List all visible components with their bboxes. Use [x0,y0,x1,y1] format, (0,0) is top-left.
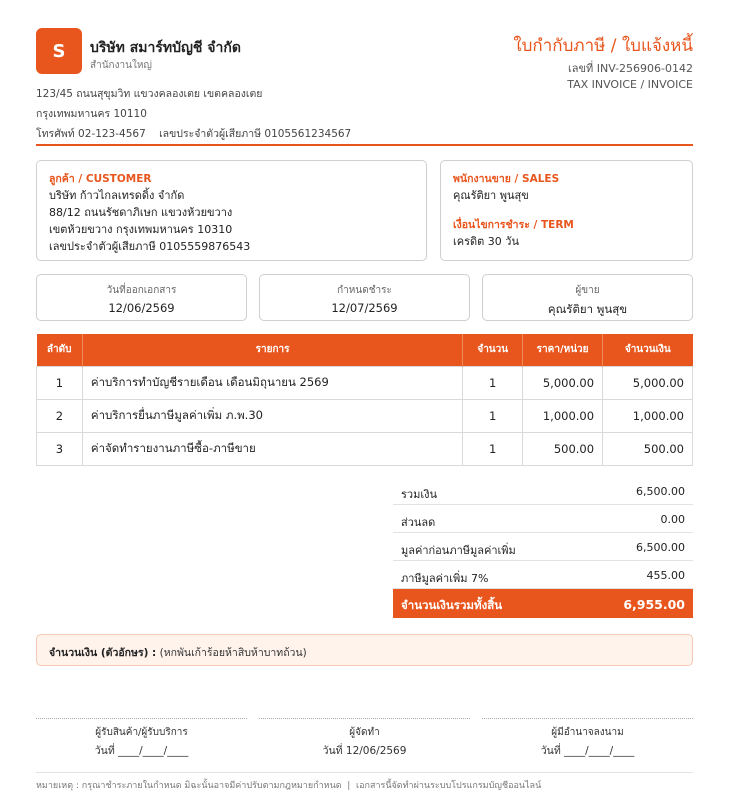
subtotal-label: รวมเงิน [401,488,437,501]
seller-label: ผู้ขาย [575,285,600,296]
signature-date: วันที่ 12/06/2569 [322,745,407,757]
pre-vat-value: 6,500.00 [636,541,685,554]
invoice-page [36,28,693,791]
document-type: TAX INVOICE / INVOICE [567,78,693,91]
sales-title: พนักงานขาย / SALES [453,173,560,185]
signature-label: ผู้มีอำนาจลงนาม [551,727,624,738]
customer-line: เลขประจำตัวผู้เสียภาษี 0105559876543 [49,240,251,253]
signature-label: ผู้จัดทำ [349,727,380,738]
col-qty-header: จำนวน [463,334,523,366]
sales-name: คุณรัติยา พูนสุข [453,189,529,202]
document-title: ใบกำกับภาษี / ใบแจ้งหนี้ [513,36,693,56]
sales-box [440,160,693,261]
company-logo: S [36,28,82,74]
grand-total-label: จำนวนเงินรวมทั้งสิ้น [401,598,503,612]
company-city-line: กรุงเทพมหานคร 10110 [36,108,147,120]
signature-line [259,718,470,719]
vat-row [393,561,693,589]
item-qty: 1 [463,366,523,399]
table-row [37,432,693,465]
item-no: 2 [37,399,83,432]
term-value: เครดิต 30 วัน [453,235,519,248]
issue-date-box [36,274,247,321]
item-amount: 500.00 [603,432,693,465]
signature-line [482,718,693,719]
totals-section [393,477,693,618]
discount-row [393,505,693,533]
seller-box [482,274,693,321]
item-amount: 1,000.00 [603,399,693,432]
item-no: 3 [37,432,83,465]
subtotal-value: 6,500.00 [636,485,685,498]
customer-box [36,160,427,261]
signature-date: วันที่ ____/____/____ [94,745,189,757]
signature-line [36,718,247,719]
item-qty: 1 [463,399,523,432]
customer-title: ลูกค้า / CUSTOMER [49,173,152,185]
signature-authorized [482,718,693,759]
company-address [36,84,351,144]
signature-date: วันที่ ____/____/____ [540,745,635,757]
amount-words-label: จำนวนเงิน (ตัวอักษร) : [49,647,157,659]
due-date-label: กำหนดชำระ [337,285,392,296]
item-amount: 5,000.00 [603,366,693,399]
col-desc-header: รายการ [82,334,462,366]
item-desc: ค่าบริการทำบัญชีรายเดือน เดือนมิถุนายน 2569 [82,366,462,399]
amount-in-words [36,634,693,666]
document-number: เลขที่ INV-256906-0142 [567,62,693,75]
pre-vat-row [393,533,693,561]
due-date-box [259,274,470,321]
pre-vat-label: มูลค่าก่อนภาษีมูลค่าเพิ่ม [401,544,516,557]
customer-line: บริษัท ก้าวไกลเทรดดิ้ง จำกัด [49,189,185,202]
table-header-row [37,334,693,366]
items-table [36,334,693,466]
signature-label: ผู้รับสินค้า/ผู้รับบริการ [95,727,188,738]
item-qty: 1 [463,432,523,465]
signature-receiver [36,718,247,759]
due-date-value: 12/07/2569 [331,301,398,315]
company-contact-line: โทรศัพท์ 02-123-4567 เลขประจำตัวผู้เสียภาษี 0105561234567 [36,128,352,140]
col-price-header: ราคา/หน่วย [523,334,603,366]
table-row [37,366,693,399]
issue-date-value: 12/06/2569 [108,301,175,315]
item-desc: ค่าบริการยื่นภาษีมูลค่าเพิ่ม ภ.พ.30 [82,399,462,432]
seller-value: คุณรัติยา พูนสุข [547,302,628,316]
company-name: บริษัท สมาร์ทบัญชี จำกัด [90,40,241,56]
invoice-header [36,28,693,146]
customer-line: เขตห้วยขวาง กรุงเทพมหานคร 10310 [49,223,233,236]
grand-total-value: 6,955.00 [623,597,685,612]
discount-label: ส่วนลด [401,516,436,529]
company-address-line: 123/45 ถนนสุขุมวิท แขวงคลองเตย เขตคลองเตย [36,88,263,100]
company-branch: สำนักงานใหญ่ [90,60,152,71]
item-price: 1,000.00 [523,399,603,432]
footer-note: หมายเหตุ : กรุณาชำระภายในกำหนด มิฉะนั้นอาจมีค่าปรับตามกฎหมายกำหนด | เอกสารนี้จัดทำผ่านระบบโปรแกรมบัญชีออนไลน์ [36,772,693,792]
vat-value: 455.00 [646,569,685,582]
issue-date-label: วันที่ออกเอกสาร [106,285,177,296]
item-price: 5,000.00 [523,366,603,399]
subtotal-row [393,477,693,505]
vat-label: ภาษีมูลค่าเพิ่ม 7% [401,572,489,585]
col-amount-header: จำนวนเงิน [603,334,693,366]
term-title: เงื่อนไขการชำระ / TERM [453,219,574,231]
item-no: 1 [37,366,83,399]
customer-line: 88/12 ถนนรัชดาภิเษก แขวงห้วยขวาง [49,206,233,219]
col-no-header: ลำดับ [37,334,83,366]
amount-words-value: (หกพันเก้าร้อยห้าสิบห้าบาทถ้วน) [159,647,307,659]
table-row [37,399,693,432]
grand-total-row [393,589,693,618]
item-desc: ค่าจัดทำรายงานภาษีซื้อ-ภาษีขาย [82,432,462,465]
discount-value: 0.00 [660,513,685,526]
item-price: 500.00 [523,432,603,465]
signature-preparer [259,718,470,759]
